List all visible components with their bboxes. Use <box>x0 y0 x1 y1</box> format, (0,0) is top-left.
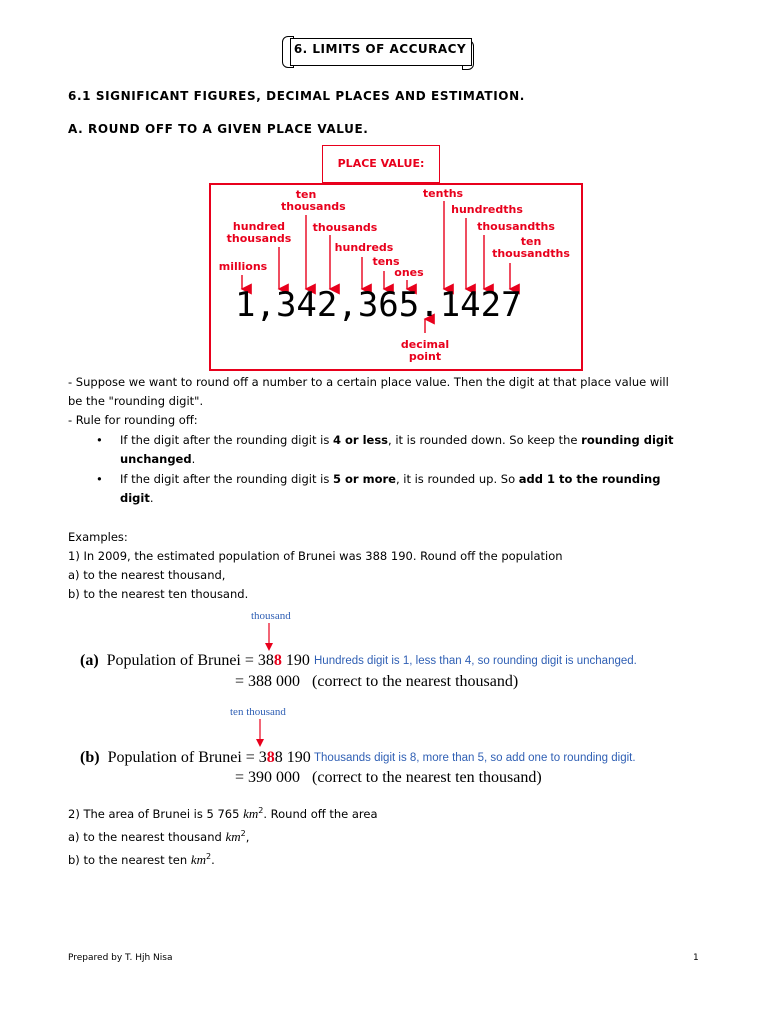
solution-a-result: = 388 000 (correct to the nearest thousand) <box>235 673 519 690</box>
intro-line-1: - Suppose we want to round off a number to a certain place value. Then the digit at that place value will <box>68 375 669 389</box>
title-banner <box>282 36 474 68</box>
bullet-icon: • <box>96 433 103 447</box>
rule-heading: - Rule for rounding off: <box>68 413 198 427</box>
rule-2: • If the digit after the rounding digit is 5 or more, it is rounded up. So add 1 to the rounding digit. <box>96 472 661 505</box>
label-millions: millions <box>218 260 268 273</box>
label-ones: ones <box>394 266 424 279</box>
label-thousands: thousands <box>312 221 378 234</box>
marker-ten-thousand: ten thousand <box>230 706 286 718</box>
solution-a-line-1: (a) Population of Brunei = 388 190 <box>80 652 310 669</box>
place-value-heading-box <box>322 145 440 183</box>
footer-author: Prepared by T. Hjh Nisa <box>68 953 173 963</box>
section-heading: 6.1 SIGNIFICANT FIGURES, DECIMAL PLACES AND ESTIMATION. <box>68 89 525 103</box>
solution-b-note: Thousands digit is 8, more than 5, so add one to rounding digit. <box>314 752 636 764</box>
question-1: 1) In 2009, the estimated population of Brunei was 388 190. Round off the population <box>68 549 563 563</box>
page-number: 1 <box>693 953 699 963</box>
question-2-block <box>68 801 708 869</box>
rule-1: • If the digit after the rounding digit is 4 or less, it is rounded down. So keep the rounding digit unchanged. <box>96 433 674 466</box>
marker-thousand: thousand <box>251 610 291 622</box>
label-hundreds: hundreds <box>334 241 394 254</box>
question-1b: b) to the nearest ten thousand. <box>68 587 249 601</box>
question-2a: a) to the nearest thousand $km^2$, <box>68 828 250 844</box>
solution-b-line-1: (b) Population of Brunei = 388 190 <box>80 749 311 766</box>
question-1a: a) to the nearest thousand, <box>68 568 226 582</box>
label-hundred-thousands: hundred thousands <box>226 220 292 245</box>
intro-paragraph <box>68 373 708 430</box>
label-hundredths: hundredths <box>451 203 523 216</box>
examples-heading: Examples: <box>68 530 128 544</box>
examples-block <box>68 528 708 604</box>
label-ten-thousandths: ten thousandths <box>492 235 570 260</box>
place-value-number: 1,342,365.1427 <box>235 285 522 325</box>
label-thousandths: thousandths <box>477 220 555 233</box>
intro-line-2: be the "rounding digit". <box>68 394 204 408</box>
page-title: 6. LIMITS OF ACCURACY <box>293 42 467 56</box>
label-decimal-point: decimal point <box>400 338 450 363</box>
place-value-diagram <box>209 183 583 371</box>
place-value-heading: PLACE VALUE: <box>337 157 425 170</box>
label-tens: tens <box>372 255 400 268</box>
label-tenths: tenths <box>422 187 464 200</box>
marker-arrow-b <box>255 719 265 749</box>
solution-a-note: Hundreds digit is 1, less than 4, so rounding digit is unchanged. <box>314 655 637 667</box>
question-2b: b) to the nearest ten $km^2$. <box>68 851 215 867</box>
bullet-icon: • <box>96 472 103 486</box>
solution-b-result: = 390 000 (correct to the nearest ten thousand) <box>235 769 542 786</box>
subsection-heading: A. ROUND OFF TO A GIVEN PLACE VALUE. <box>68 122 369 136</box>
label-ten-thousands: ten thousands <box>281 188 346 213</box>
marker-arrow-a <box>264 623 274 653</box>
question-2: 2) The area of Brunei is 5 765 $km^2$. Round off the area <box>68 805 378 821</box>
